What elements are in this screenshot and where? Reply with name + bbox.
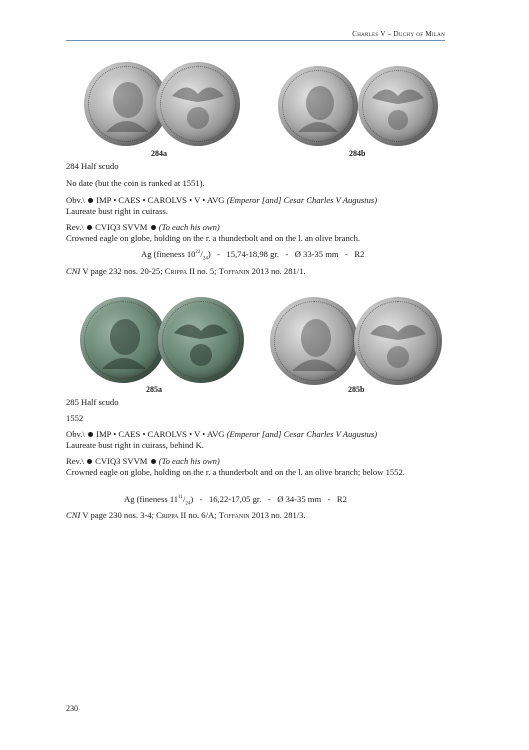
ref-cni: CNI [66, 510, 81, 520]
entry-285-obverse-desc: Laureate bust right in cuirass, behind K. [66, 440, 204, 450]
coin-285a-reverse [158, 297, 244, 383]
fineness-numerator: 11 [178, 495, 183, 501]
spec-weight-size-rarity: ) - 15,74-18,98 gr. - Ø 33-35 mm - R2 [207, 249, 365, 259]
rosette-icon [88, 432, 93, 437]
entry-284-date: No date (but the coin is ranked at 1551). [66, 178, 205, 188]
eagle-on-globe-icon [156, 62, 240, 146]
entry-285-references [66, 510, 306, 520]
caption-284a: 284a [151, 149, 167, 158]
reverse-translation: (To each his own) [158, 456, 220, 466]
coin-284b-obverse [278, 66, 358, 146]
entry-284-references [66, 266, 306, 276]
obverse-prefix: Obv.\ [66, 429, 85, 439]
entry-285-title: 285 Half scudo [66, 397, 119, 407]
spec-weight-size-rarity: ) - 16,22-17,05 gr. - Ø 34-35 mm - R2 [190, 494, 347, 504]
fineness-numerator: 22 [195, 250, 201, 256]
rosette-icon [88, 198, 93, 203]
bust-portrait-icon [278, 66, 358, 146]
eagle-on-globe-icon [354, 297, 442, 385]
rosette-icon [151, 459, 156, 464]
reverse-legend: CVIQ3 SVVM [95, 456, 148, 466]
header-rule [66, 40, 445, 41]
ref-toffanin: Toffanin [218, 510, 250, 520]
entry-285-obverse [66, 429, 377, 439]
coin-285b-obverse [270, 297, 358, 385]
coin-284a-reverse [156, 62, 240, 146]
entry-284-title: 284 Half scudo [66, 161, 119, 171]
entry-285-specs: Ag (fineness $11^{11}/_{24}) - 16,22-17,05$ gr. - Ø 34-35 mm - R2 [124, 494, 347, 507]
entry-284-obverse [66, 195, 377, 205]
ref-text: V page 232 nos. 20-25; [80, 266, 165, 276]
running-header: Charles V – Duchy of Milan [352, 30, 445, 38]
ref-text: II no. 5; [186, 266, 219, 276]
coin-285a-obverse [80, 297, 166, 383]
bust-portrait-icon [270, 297, 358, 385]
entry-284-obverse-desc: Laureate bust right in cuirass. [66, 206, 168, 216]
ref-text: 2013 no. 281/1. [249, 266, 306, 276]
ref-cni: CNI [66, 266, 81, 276]
spec-metal: Ag (fineness 11 [124, 494, 179, 504]
bust-portrait-icon [80, 297, 166, 383]
spec-metal: Ag (fineness 10 [141, 249, 196, 259]
reverse-prefix: Rev.\ [66, 222, 84, 232]
obverse-legend: IMP • CAES • CAROLVS • V • AVG [96, 429, 225, 439]
rosette-icon [87, 225, 92, 230]
obverse-legend: IMP • CAES • CAROLVS • V • AVG [96, 195, 225, 205]
caption-285a: 285a [146, 385, 162, 394]
caption-285b: 285b [348, 385, 365, 394]
ref-text: V page 230 nos. 3-4; [80, 510, 157, 520]
obverse-translation: (Emperor [and] Cesar Charles V Augustus) [226, 195, 378, 205]
entry-284-specs: Ag (fineness $10^{22}/_{24}) - 15,74-18,98$ gr. - Ø 33-35 mm - R2 [141, 249, 365, 262]
ref-crippa: Crippa [156, 510, 179, 520]
eagle-on-globe-icon [158, 297, 244, 383]
entry-285-date: 1552 [66, 413, 84, 423]
rosette-icon [151, 225, 156, 230]
fineness-denominator: 24 [185, 501, 191, 507]
obverse-prefix: Obv.\ [66, 195, 85, 205]
reverse-translation: (To each his own) [158, 222, 220, 232]
ref-text: II no. 6/A; [178, 510, 219, 520]
ref-toffanin: Toffanin [218, 266, 250, 276]
obverse-translation: (Emperor [and] Cesar Charles V Augustus) [226, 429, 378, 439]
caption-284b: 284b [349, 149, 366, 158]
ref-crippa: Crippa [164, 266, 187, 276]
reverse-prefix: Rev.\ [66, 456, 84, 466]
coin-285b-reverse [354, 297, 442, 385]
rosette-icon [87, 459, 92, 464]
eagle-on-globe-icon [358, 66, 438, 146]
coin-284b-reverse [358, 66, 438, 146]
entry-284-reverse-desc: Crowned eagle on globe, holding on the r. a thunderbolt and on the l. an olive branch. [66, 233, 361, 243]
reverse-legend: CVIQ3 SVVM [95, 222, 148, 232]
entry-285-reverse [66, 456, 220, 466]
page-number: 230 [66, 704, 78, 713]
ref-text: 2013 no. 281/3. [249, 510, 306, 520]
entry-285-reverse-desc: Crowned eagle on globe, holding on the r. a thunderbolt and on the l. an olive branch; below 1552. [66, 467, 405, 477]
entry-284-reverse [66, 222, 220, 232]
fineness-denominator: 24 [202, 256, 208, 262]
